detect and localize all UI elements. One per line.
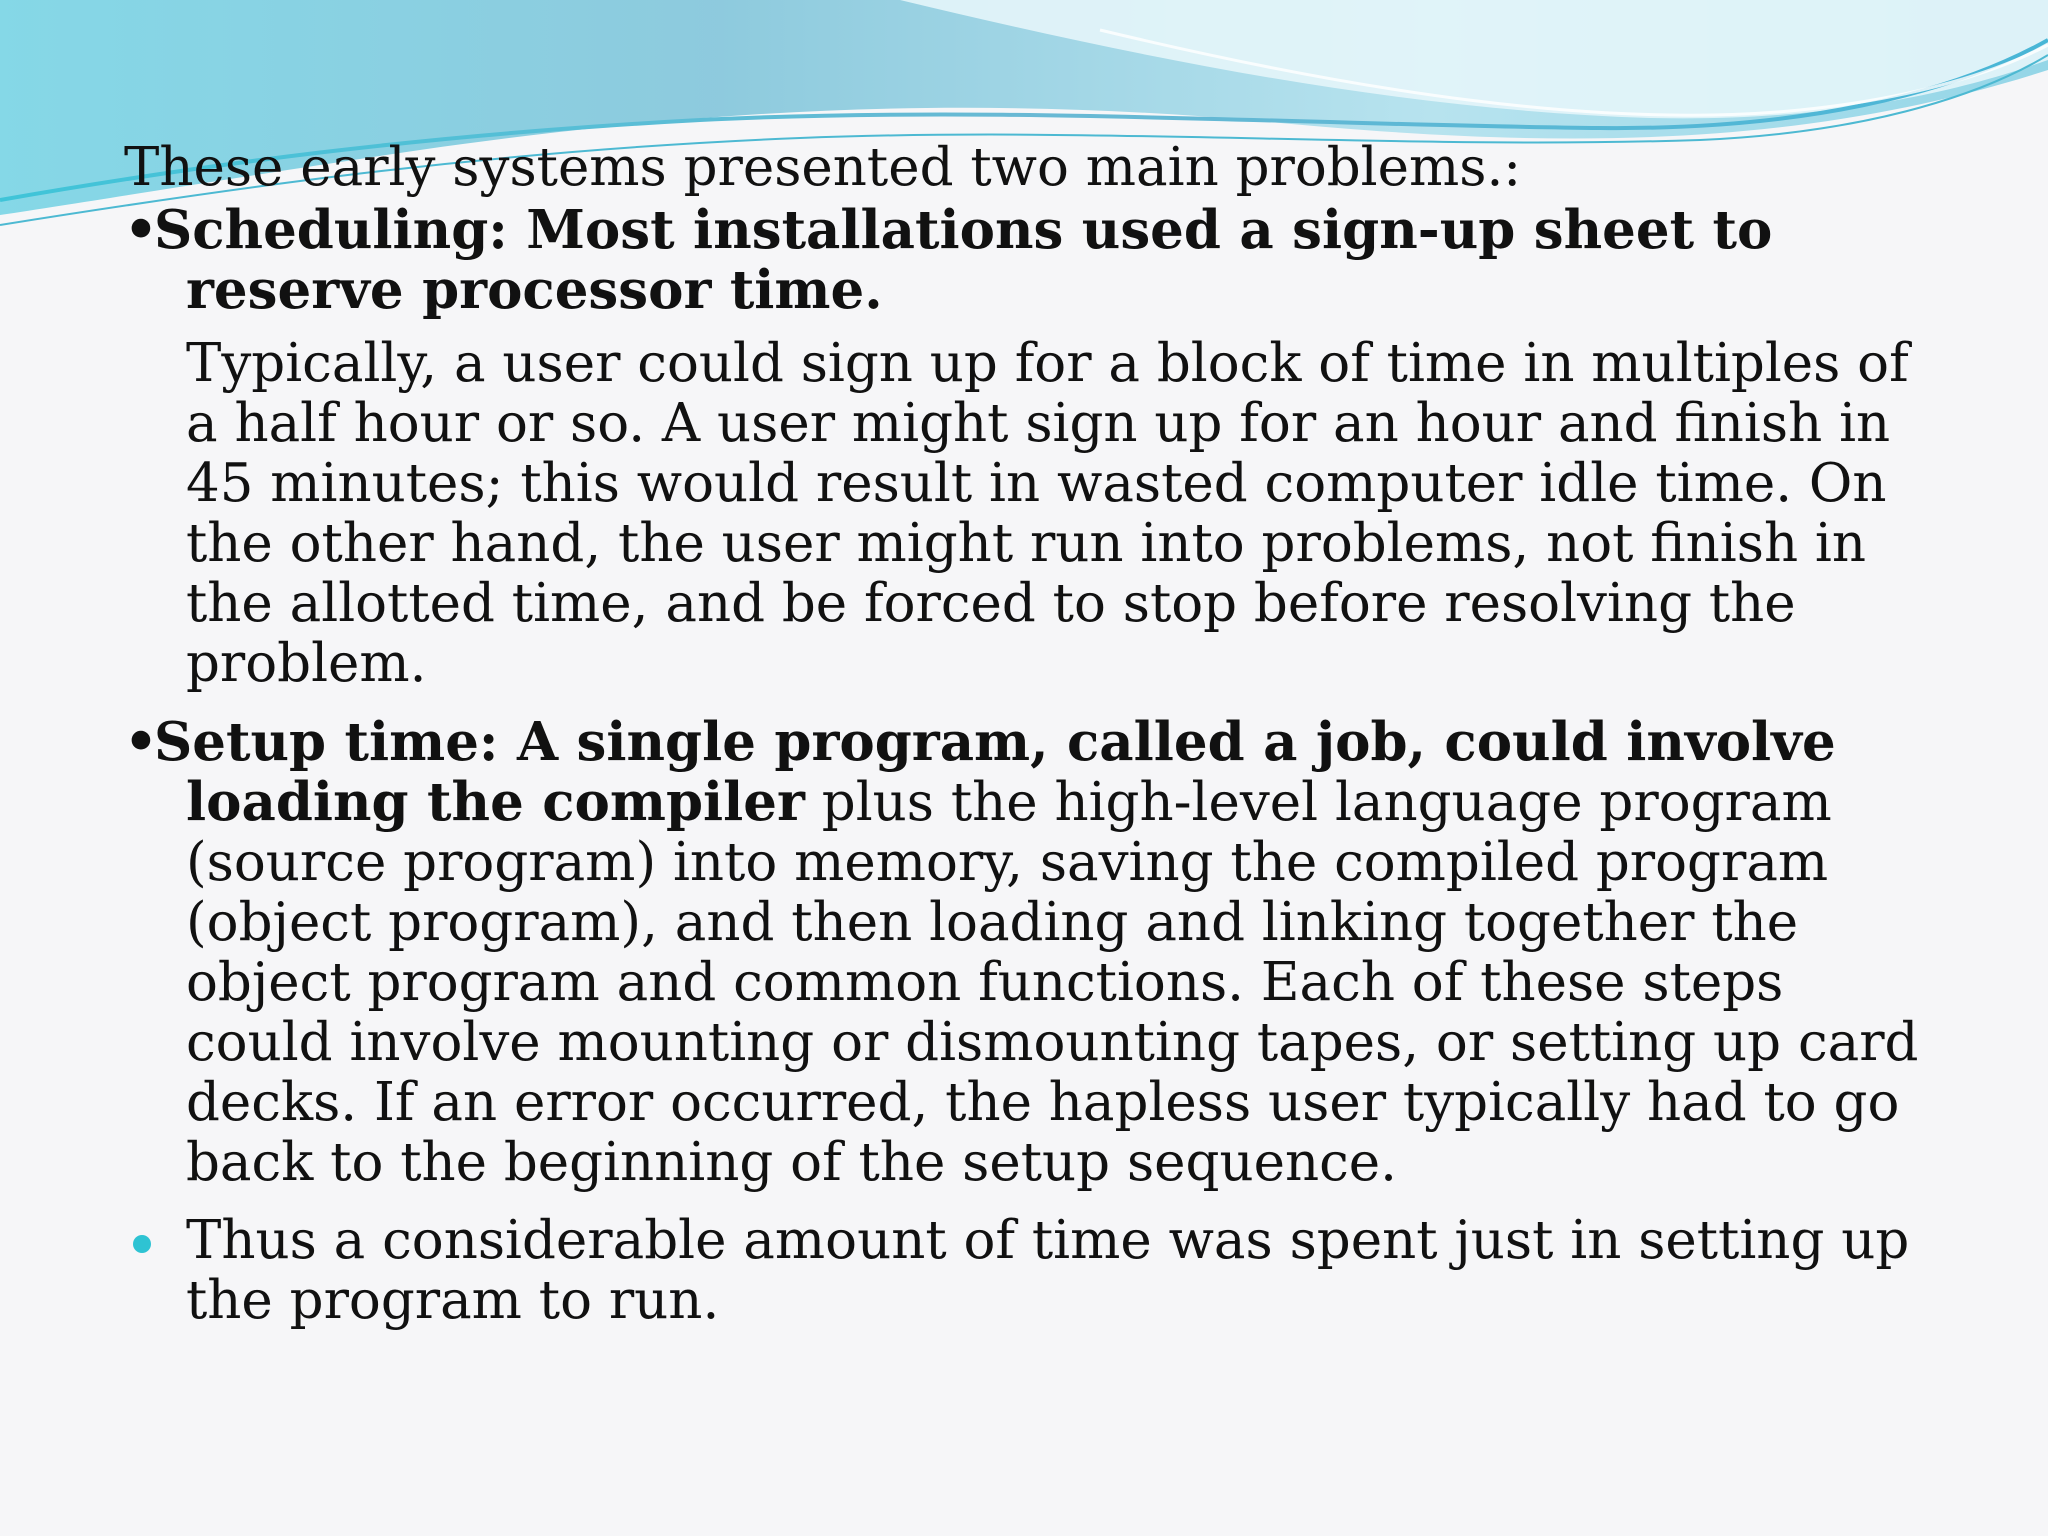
scheduling-detail-line: Typically, a user could sign up for a block of time in multiples of: [186, 333, 1909, 394]
bullet-marker: •: [124, 199, 158, 261]
scheduling-detail: [124, 334, 2004, 694]
bullet-conclusion: [124, 1211, 2004, 1331]
scheduling-heading-line-1: Scheduling: Most installations used a sign-up sheet to: [154, 199, 1773, 261]
bullet-marker: •: [124, 711, 158, 773]
conclusion-line: the program to run.: [186, 1270, 720, 1331]
scheduling-detail-line: 45 minutes; this would result in wasted computer idle time. On: [186, 453, 1887, 514]
setup-line-2: [186, 772, 2004, 833]
setup-line: (object program), and then loading and linking together the: [186, 892, 1799, 953]
scheduling-detail-line: the other hand, the user might run into problems, not finish in: [186, 513, 1867, 574]
bullet-setup-time: [124, 712, 2004, 1193]
slide-content: [124, 138, 2004, 1331]
teal-bullet-icon: [133, 1235, 151, 1253]
conclusion-line: Thus a considerable amount of time was spent just in setting up: [186, 1210, 1910, 1271]
scheduling-detail-line: the allotted time, and be forced to stop before resolving the: [186, 573, 1796, 634]
scheduling-detail-line: a half hour or so. A user might sign up for an hour and finish in: [186, 393, 1891, 454]
setup-line-2-rest: plus the high-level language program: [804, 772, 1832, 833]
bullet-scheduling: [124, 200, 2004, 320]
intro-text: These early systems presented two main problems.:: [124, 137, 1522, 198]
setup-bold-phrase: loading the compiler: [186, 771, 805, 833]
scheduling-heading-line-2: reserve processor time.: [186, 259, 883, 321]
setup-line: object program and common functions. Each of these steps: [186, 952, 1784, 1013]
setup-heading-line-1: Setup time: A single program, called a job, could involve: [154, 711, 1836, 773]
scheduling-detail-line: problem.: [186, 633, 427, 694]
setup-line: could involve mounting or dismounting tapes, or setting up card: [186, 1012, 1919, 1073]
setup-line: decks. If an error occurred, the hapless user typically had to go: [186, 1072, 1900, 1133]
setup-line: (source program) into memory, saving the compiled program: [186, 832, 1829, 893]
setup-line: back to the beginning of the setup sequence.: [186, 1132, 1397, 1193]
